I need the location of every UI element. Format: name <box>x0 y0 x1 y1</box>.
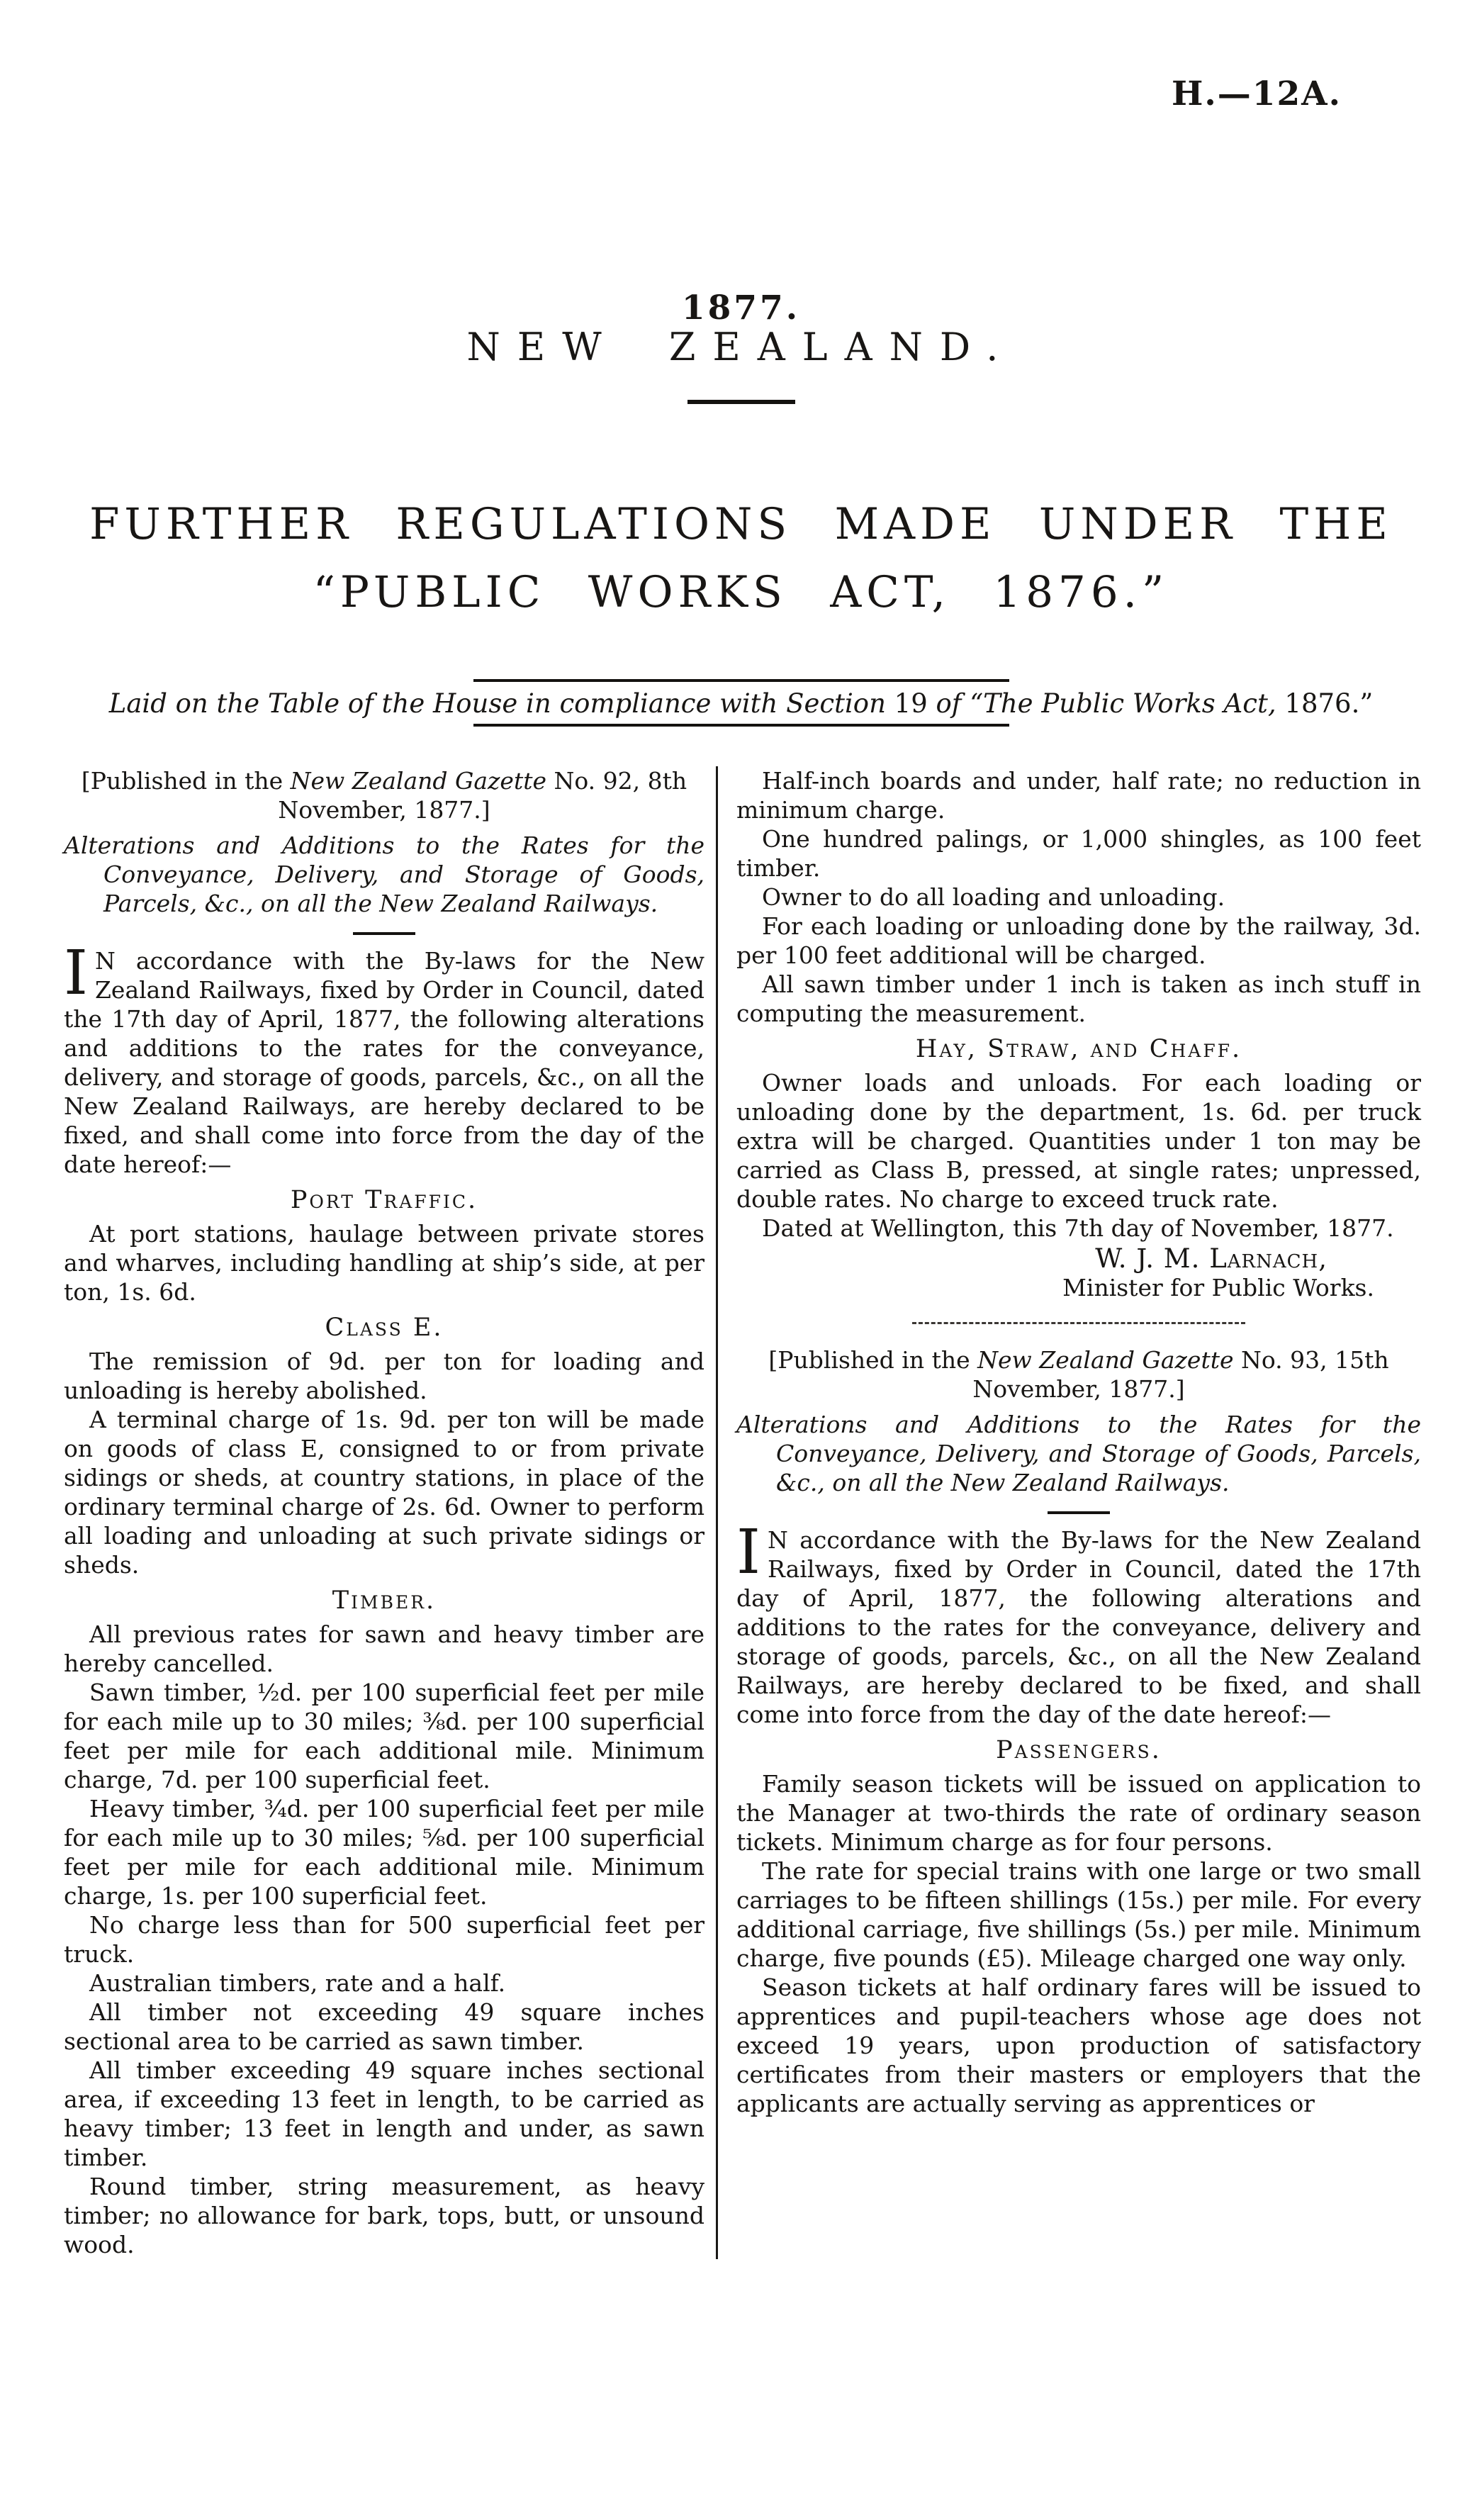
signature-name: W. J. M. Larnach, <box>1095 1243 1327 1274</box>
compliance-note <box>28 689 1454 718</box>
paragraph-dated: Dated at Wellington, this 7th day of November, 1877. <box>762 1214 1394 1242</box>
paragraph-passengers-3: Season tickets at half ordinary fares will be issued to apprentices and pupil-teachers whose age does not exceed 19 years, upon production of satisfactory certificates from their masters or employers that the applicants are actually serving as apprentices or <box>736 1973 1421 2117</box>
main-title-line1: FURTHER REGULATIONS MADE UNDER THE <box>89 499 1393 549</box>
paragraph-timber-3: Heavy timber, ¾d. per 100 superficial feet per mile for each mile up to 30 miles; ⅝d. per 100 superficial feet per mile for each additional mile. Minimum charge, 1s. per 100 superficial feet. <box>64 1795 704 1910</box>
heading-timber: Timber. <box>332 1586 437 1615</box>
main-title <box>64 491 1418 627</box>
paragraph-timber-8: Round timber, string measurement, as heavy timber; no allowance for bark, tops, butt, or unsound wood. <box>64 2173 704 2258</box>
paragraph-hay: Owner loads and unloads. For each loading or unloading done by the department, 1s. 6d. per truck extra will be charged. Quantities under 1 ton may be carried as Class B, pressed, at single rates; unpressed, double rates. No charge to exceed truck rate. <box>736 1069 1421 1213</box>
compliance-pre: Laid on the Table of the House in compliance with Section <box>108 688 886 719</box>
heading-port-traffic: Port Traffic. <box>290 1186 478 1214</box>
paragraph-timber-1: All previous rates for sawn and heavy timber are hereby cancelled. <box>64 1620 704 1677</box>
subtitle-alterations: Alterations and Additions to the Rates for the Conveyance, Delivery, and Storage of Goods, Parcels, &c., on all the New Zealand Railways. <box>736 1411 1421 1496</box>
heading-hay-straw-chaff: Hay, Straw, and Chaff. <box>915 1035 1242 1063</box>
paragraph-timber-4: No charge less than for 500 superficial feet per truck. <box>64 1911 704 1968</box>
drop-cap: I <box>736 1517 760 1588</box>
country-heading: NEW ZEALAND. <box>466 325 1016 369</box>
paragraph-passengers-2: The rate for special trains with one large or two small carriages to be fifteen shillings (15s.) per mile. For every additional carriage, five shillings (5s.) per mile. Minimum charge, five pounds (£5). Mileage charged one way only. <box>736 1857 1421 1972</box>
opening-text: N accordance with the By-laws for the New Zealand Railways, fixed by Order in Council, dated the 17th day of April, 1877, the following alterations and additions to the rates for the conveyance, delivery and storage of goods, parcels, &c., on all the New Zealand Railways, are hereby declared to be fixed, and shall come into force from the day of the date hereof:— <box>736 1526 1421 1728</box>
paragraph-timber-palings: One hundred palings, or 1,000 shingles, as 100 feet timber. <box>736 825 1421 882</box>
compliance-rule-bottom <box>473 724 1009 727</box>
signature-title: Minister for Public Works. <box>1062 1274 1374 1301</box>
subtitle-alterations: Alterations and Additions to the Rates for the Conveyance, Delivery, and Storage of Goods, Parcels, &c., on all the New Zealand Railways. <box>64 831 704 917</box>
right-column <box>716 766 1421 2259</box>
gazette-name: New Zealand Gazette <box>977 1346 1234 1374</box>
paragraph-timber-owner: Owner to do all loading and unloading. <box>762 883 1225 911</box>
paragraph-class-e-2: A terminal charge of 1s. 9d. per ton will be made on goods of class E, consigned to or from private sidings or sheds, at country stations, in place of the ordinary terminal charge of 2s. 6d. Owner to perform all loading and unloading at such private sidings or sheds. <box>64 1406 704 1579</box>
document-reference: H.—12A. <box>1171 74 1342 113</box>
drop-cap: I <box>64 938 88 1009</box>
paragraph-port-traffic: At port stations, haulage between private stores and wharves, including handling at ship’s side, at per ton, 1s. 6d. <box>64 1220 704 1306</box>
gazette-name: New Zealand Gazette <box>290 767 546 795</box>
paragraph-timber-2: Sawn timber, ½d. per 100 superficial feet per mile for each mile up to 30 miles; ⅜d. per 100 superficial feet per mile for each additional mile. Minimum charge, 7d. per 100 superficial feet. <box>64 1679 704 1793</box>
heading-passengers: Passengers. <box>996 1736 1162 1764</box>
year-heading: 1877. <box>681 289 801 327</box>
paragraph-timber-inch: All sawn timber under 1 inch is taken as inch stuff in computing the measurement. <box>736 970 1421 1027</box>
published-pre: [Published in the <box>768 1346 970 1374</box>
published-post: No. 92, 8th November, 1877.] <box>278 767 687 824</box>
compliance-mid: of “The Public Works Act, <box>936 688 1276 719</box>
section-rule <box>353 932 415 935</box>
paragraph-timber-loading: For each loading or unloading done by the railway, 3d. per 100 feet additional will be charged. <box>736 912 1421 969</box>
paragraph-timber-5: Australian timbers, rate and a half. <box>89 1969 506 1997</box>
section-rule <box>1048 1511 1110 1514</box>
gazette-publication-note-92 <box>64 766 704 824</box>
opening-paragraph <box>736 1517 1421 1729</box>
paragraph-passengers-1: Family season tickets will be issued on application to the Manager at two-thirds the rate of ordinary season tickets. Minimum charge as for four persons. <box>736 1770 1421 1856</box>
compliance-rule-top <box>473 679 1009 682</box>
compliance-section-number: 19 <box>894 688 928 719</box>
header-rule <box>687 400 795 404</box>
section-divider-dashed <box>912 1322 1245 1324</box>
left-column <box>64 766 716 2259</box>
main-title-line2: “PUBLIC WORKS ACT, 1876.” <box>313 567 1169 617</box>
gazette-publication-note-93 <box>736 1345 1421 1404</box>
paragraph-timber-6: All timber not exceeding 49 square inches sectional area to be carried as sawn timber. <box>64 1998 704 2055</box>
paragraph-timber-boards: Half-inch boards and under, half rate; no reduction in minimum charge. <box>736 767 1421 824</box>
opening-text: N accordance with the By-laws for the New Zealand Railways, fixed by Order in Council, dated the 17th day of April, 1877, the following alterations and additions to the rates for the conveyance, delivery, and storage of goods, parcels, &c., on all the New Zealand Railways, are hereby declared to be fixed, and shall come into force from the day of the date hereof:— <box>64 947 704 1178</box>
heading-class-e: Class E. <box>325 1314 444 1342</box>
compliance-year: 1876.” <box>1284 688 1374 719</box>
opening-paragraph <box>64 938 704 1179</box>
two-column-body <box>64 766 1421 2259</box>
published-post: No. 93, 15th November, 1877.] <box>972 1346 1389 1403</box>
paragraph-timber-7: All timber exceeding 49 square inches sectional area, if exceeding 13 feet in length, to be carried as heavy timber; 13 feet in length and under, as sawn timber. <box>64 2056 704 2171</box>
published-pre: [Published in the <box>81 767 284 795</box>
paragraph-class-e-1: The remission of 9d. per ton for loading and unloading is hereby abolished. <box>64 1348 704 1404</box>
